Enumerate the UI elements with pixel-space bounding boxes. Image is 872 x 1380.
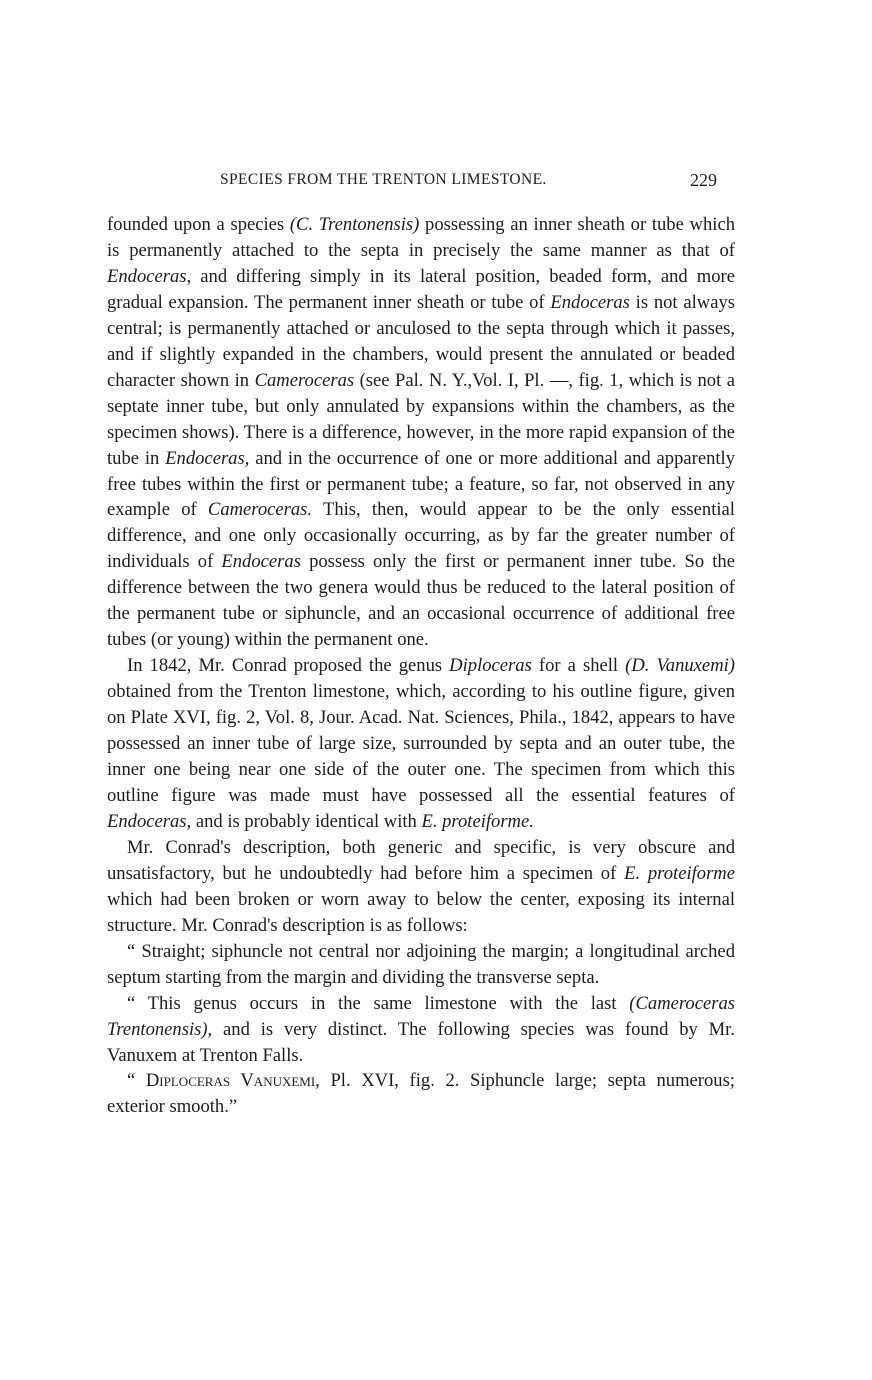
italic-run: E. proteiforme	[624, 862, 735, 884]
paragraph-conrad-description	[107, 835, 735, 939]
italic-run: Endoceras	[221, 551, 301, 573]
text-run: Mr. Conrad's description, both generic and specific, is very obscure and unsatisfactory, but he undoubtedly had before him a specimen of	[107, 836, 735, 884]
italic-run: Diploceras	[449, 655, 532, 677]
text-run: for a shell	[531, 655, 626, 677]
quote-species-diagnosis	[107, 1068, 735, 1120]
text-run: Pl. XVI, fig. 2. Siphuncle large; septa numerous; exterior smooth.”	[107, 1070, 735, 1118]
body-text	[107, 212, 735, 1120]
text-run: and is probably identical with	[191, 810, 422, 832]
text-run: which had been broken or worn away to below the center, exposing its internal structure. Mr. Conrad's description is as follows:	[107, 888, 735, 936]
paragraph-endoceras-comparison	[107, 212, 735, 653]
text-run: and is very distinct. The following species was found by Mr. Vanuxem at Trenton Falls.	[107, 1018, 735, 1066]
paragraph-diploceras	[107, 653, 735, 835]
italic-run: (D. Vanuxemi)	[625, 655, 735, 677]
text-run: obtained from the Trenton limestone, which, according to his outline figure, given on Plate XVI, fig. 2, Vol. 8, Jour. Acad. Nat. Sciences, Phila., 1842, appears to have possessed an inner tube of large size, surrounded by septa and an outer tube, the inner one being near one side of the outer one. The specimen from which this outline figure was made must have possessed all the essential features of	[107, 681, 735, 806]
italic-run: Cameroceras	[254, 369, 355, 391]
text-run: is not always central; is permanently attached or anculosed to the septa through which it passes, and if slightly expanded in the chambers, would present the annulated or beaded character shown in	[107, 291, 735, 391]
italic-run: (C. Trentonensis)	[289, 214, 420, 235]
italic-run: E. proteiforme.	[421, 810, 534, 832]
italic-run: Endoceras	[550, 291, 630, 313]
text-run: “ Straight; siphuncle not central nor adjoining the margin; a longitudinal arched septum starting from the margin and dividing the transverse septa.	[107, 940, 735, 988]
text-run: This, then, would appear to be the only essential difference, and one only occasionally occurring, as by far the greater number of individuals of	[107, 499, 735, 573]
text-run: “ This genus occurs in the same limestone with the last	[127, 992, 630, 1014]
text-run: In 1842, Mr. Conrad proposed the genus	[127, 655, 450, 677]
small-caps-run: Diploceras Vanuxemi,	[145, 1070, 320, 1092]
text-run: possessing an inner sheath or tube which is permanently attached to the septa in precisely the same manner as that of	[107, 214, 735, 261]
text-run: , and differing simply in its lateral position, beaded form, and more gradual expansion. The permanent inner sheath or tube of	[107, 265, 735, 313]
quote-genus-occurrence	[107, 991, 735, 1069]
text-run: “	[127, 1070, 146, 1092]
quote-straight-siphuncle	[107, 939, 735, 991]
running-title: SPECIES FROM THE TRENTON LIMESTONE.	[220, 171, 547, 188]
italic-run: Endoceras	[107, 265, 187, 287]
text-run: (see Pal. N. Y.,Vol. I, Pl. —, fig. 1, which is not a septate inner tube, but only annulated by expansions within the chambers, as the specimen shows). There is a difference, however, in the more rapid expansion of the tube in	[107, 369, 736, 469]
italic-run: Cameroceras.	[207, 499, 313, 521]
italic-run: Endoceras,	[107, 810, 192, 832]
italic-run: Endoceras	[165, 447, 245, 469]
italic-run: (Cameroceras Trentonensis),	[107, 992, 735, 1040]
text-run: , and in the occurrence of one or more additional and apparently free tubes within the first or permanent tube; a feature, so far, not observed in any example of	[107, 447, 735, 521]
text-run: founded upon a species	[107, 214, 290, 235]
page-number: 229	[690, 170, 717, 190]
text-run: possess only the first or permanent inner tube. So the difference between the two genera would thus be reduced to the lateral position of the permanent tube or siphuncle, and an occasional occurrence of additional free tubes (or young) within the permanent one.	[107, 551, 735, 651]
